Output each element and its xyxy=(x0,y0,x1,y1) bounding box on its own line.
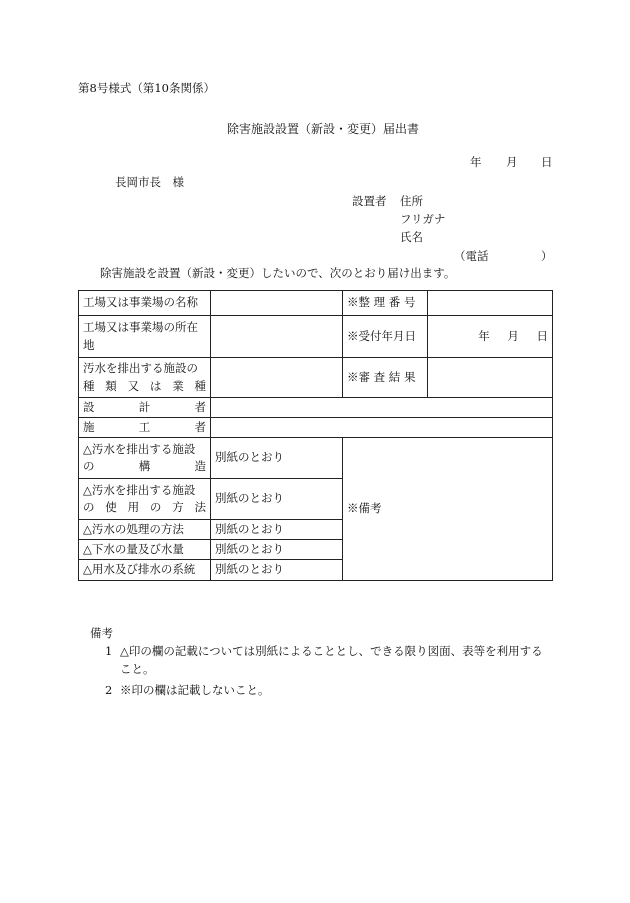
system-value: 別紙のとおり xyxy=(211,560,343,581)
structure-label: △汚水を排出する施設 の 構 造 xyxy=(79,438,211,479)
note-1-line2: こと。 xyxy=(120,662,155,676)
application-form-table xyxy=(78,290,553,581)
name-label: 氏名 xyxy=(400,230,423,244)
facility-type-line2: 種 類 又 は 業 種 xyxy=(83,378,206,393)
volume-label: △下水の量及び水量 xyxy=(79,540,211,560)
received-date-value: 年 月 日 xyxy=(428,316,553,358)
constructor-field[interactable] xyxy=(211,418,553,438)
reg-no-label: ※整 理 番 号 xyxy=(343,291,428,316)
date-day: 日 xyxy=(541,155,553,169)
addressee: 長岡市長 様 xyxy=(115,175,184,189)
phone-close: ） xyxy=(541,249,553,263)
facility-type-field[interactable] xyxy=(211,358,343,398)
usage-value: 別紙のとおり xyxy=(211,479,343,520)
designer-field[interactable] xyxy=(211,398,553,418)
received-date-label: ※受付年月日 xyxy=(343,316,428,358)
constructor-label: 施 工 者 xyxy=(79,418,211,438)
intro-text: 除害施設を設置（新設・変更）したいので、次のとおり届け出ます。 xyxy=(100,266,456,280)
note-1-number: 1 xyxy=(105,644,113,658)
designer-label: 設 計 者 xyxy=(79,398,211,418)
treatment-label: △汚水の処理の方法 xyxy=(79,520,211,540)
remarks-cell: ※備考 xyxy=(343,438,553,581)
factory-address-label: 工場又は事業場の所在 地 xyxy=(79,316,211,358)
factory-address-field[interactable] xyxy=(211,316,343,358)
document-title: 除害施設設置（新設・変更）届出書 xyxy=(227,122,420,136)
date-month: 月 xyxy=(506,155,518,169)
review-result-label: ※審 査 結 果 xyxy=(343,358,428,398)
review-result-field xyxy=(428,358,553,398)
note-1-line1: △印の欄の記載については別紙によることとし、できる限り図面、表等を利用する xyxy=(120,644,543,658)
address-label: 住所 xyxy=(400,194,423,208)
phone-open: （電話 xyxy=(454,249,489,263)
date-year: 年 xyxy=(470,155,482,169)
volume-value: 別紙のとおり xyxy=(211,540,343,560)
note-2-number: 2 xyxy=(105,683,113,697)
form-number: 第8号様式（第10条関係） xyxy=(78,81,215,95)
usage-label: △汚水を排出する施設 の 使 用 の 方 法 xyxy=(79,479,211,520)
system-label: △用水及び排水の系統 xyxy=(79,560,211,581)
reg-no-field xyxy=(428,291,553,316)
facility-type-label: 汚水を排出する施設の 種 類 又 は 業 種 xyxy=(79,358,211,398)
structure-value: 別紙のとおり xyxy=(211,438,343,479)
factory-name-label: 工場又は事業場の名称 xyxy=(79,291,211,316)
note-2-text: ※印の欄は記載しないこと。 xyxy=(120,683,270,697)
notes-heading: 備考 xyxy=(90,626,113,640)
factory-name-field[interactable] xyxy=(211,291,343,316)
furigana-label: フリガナ xyxy=(400,212,446,226)
installer-label: 設置者 xyxy=(352,194,387,208)
treatment-value: 別紙のとおり xyxy=(211,520,343,540)
